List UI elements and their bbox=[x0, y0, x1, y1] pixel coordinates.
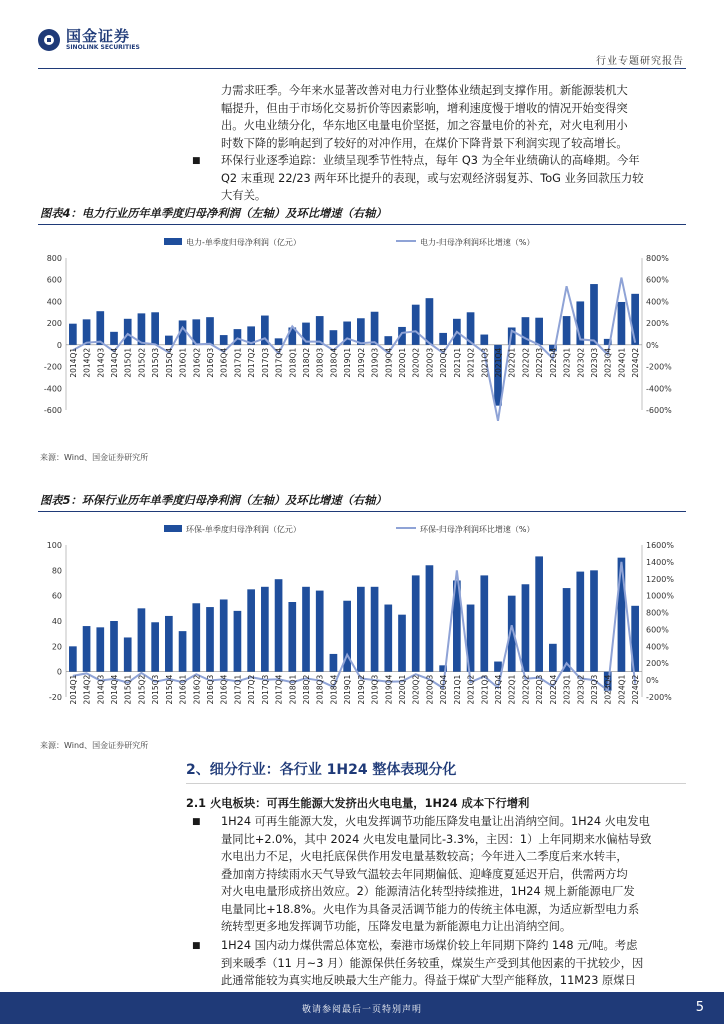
legend-bar-label: 环保-单季度归母净利润（亿元） bbox=[186, 525, 301, 534]
y-left-tick-label: -600 bbox=[43, 406, 62, 415]
x-tick-label: 2020Q4 bbox=[439, 347, 449, 378]
y-right-tick-label: 800% bbox=[646, 254, 669, 263]
y-right-tick-label: 1000% bbox=[646, 591, 674, 601]
bar-mark bbox=[563, 316, 571, 345]
x-tick-label: 2023Q3 bbox=[590, 347, 599, 378]
x-tick-label: 2022Q1 bbox=[507, 674, 517, 705]
footer-disclaimer: 敬请参阅最后一页特别声明 bbox=[301, 1005, 422, 1015]
y-right-tick-label: 600% bbox=[646, 625, 669, 635]
x-tick-label: 2018Q3 bbox=[315, 347, 325, 378]
x-tick-label: 2020Q2 bbox=[411, 347, 421, 378]
x-tick-label: 2019Q3 bbox=[370, 347, 380, 378]
x-tick-label: 2015Q3 bbox=[151, 674, 161, 705]
x-tick-label: 2017Q2 bbox=[247, 674, 257, 705]
text-line: 1H24 可再生能源大发，火电发挥调节功能压降发电量让出消纳空间。1H24 火电发电 bbox=[221, 815, 650, 828]
y-left-tick-label: 100 bbox=[46, 541, 62, 550]
x-tick-label: 2017Q3 bbox=[260, 674, 270, 705]
bar-mark bbox=[631, 294, 639, 345]
x-tick-label: 2022Q2 bbox=[521, 674, 531, 705]
x-tick-label: 2022Q2 bbox=[521, 347, 531, 378]
subsection-title: 2.1 火电板块：可再生能源大发挤出火电电量，1H24 成本下行增利 bbox=[186, 797, 530, 810]
bar-mark bbox=[83, 319, 91, 345]
x-tick-label: 2017Q4 bbox=[274, 674, 284, 705]
report-type: 行业专题研究报告 bbox=[596, 56, 684, 67]
text-line: 1H24 国内动力煤供需总体宽松，秦港市场煤价较上年同期下降约 148 元/吨。考虑 bbox=[221, 939, 638, 952]
bar-mark bbox=[206, 607, 214, 672]
x-tick-label: 2015Q2 bbox=[137, 674, 147, 705]
x-tick-label: 2014Q3 bbox=[96, 347, 106, 378]
bar-mark bbox=[138, 608, 146, 671]
bar-mark bbox=[330, 654, 338, 672]
x-tick-label: 2019Q2 bbox=[356, 347, 366, 378]
bar-mark bbox=[165, 616, 173, 672]
y-right-tick-label: -600% bbox=[646, 406, 672, 415]
power-profit-chart bbox=[36, 228, 688, 450]
figure4-rule bbox=[38, 224, 686, 225]
x-tick-label: 2021Q4 bbox=[494, 347, 503, 378]
y-right-tick-label: 400% bbox=[646, 297, 669, 307]
x-tick-label: 2023Q1 bbox=[562, 674, 572, 705]
x-tick-label: 2023Q2 bbox=[576, 347, 586, 378]
y-left-tick-label: 0 bbox=[56, 667, 62, 677]
figure4-title: 图表4：电力行业历年单季度归母净利润（左轴）及环比增速（右轴） bbox=[40, 207, 387, 220]
x-tick-label: 2020Q1 bbox=[398, 347, 407, 378]
x-tick-label: 2019Q1 bbox=[343, 674, 353, 705]
y-left-tick-label: -200 bbox=[43, 362, 62, 372]
bar-mark bbox=[247, 589, 255, 671]
bar-mark bbox=[192, 603, 200, 671]
x-tick-label: 2018Q3 bbox=[315, 674, 325, 705]
x-tick-label: 2023Q1 bbox=[562, 347, 572, 378]
intro-paragraph bbox=[221, 82, 691, 152]
bullet-square-icon: ■ bbox=[192, 817, 201, 827]
y-left-tick-label: 600 bbox=[46, 275, 62, 285]
y-right-tick-label: 1600% bbox=[646, 541, 674, 550]
y-right-tick-label: 200% bbox=[646, 319, 669, 329]
x-tick-label: 2016Q2 bbox=[192, 674, 202, 705]
bar-mark bbox=[535, 556, 543, 671]
y-right-tick-label: 0% bbox=[646, 676, 659, 686]
bar-mark bbox=[576, 572, 584, 672]
bar-mark bbox=[302, 587, 310, 672]
company-logo bbox=[38, 28, 140, 52]
x-tick-label: 2021Q2 bbox=[466, 674, 476, 705]
x-tick-label: 2016Q1 bbox=[178, 347, 188, 378]
x-tick-label: 2016Q3 bbox=[206, 674, 215, 705]
y-right-tick-label: 800% bbox=[646, 608, 669, 618]
bullet-square-icon: ■ bbox=[192, 941, 201, 951]
header-divider bbox=[38, 68, 686, 69]
text-line: 幅提升，但由于市场化交易折价等因素影响，增利速度慢于增收的情况开始变得突 bbox=[221, 101, 628, 115]
text-line: Q2 末重现 22/23 两年环比提升的表现，或与宏观经济弱复苏、ToG 业务回款压力较 bbox=[221, 171, 644, 185]
bar-mark bbox=[384, 605, 392, 672]
bar-mark bbox=[206, 317, 214, 345]
figure5-source: 来源：Wind、国金证券研究所 bbox=[40, 741, 149, 750]
x-tick-label: 2021Q3 bbox=[480, 674, 490, 705]
x-tick-label: 2022Q4 bbox=[548, 347, 558, 378]
text-line: 时数下降的影响起到了较好的对冲作用，在煤价下降背景下利润实现了较高增长。 bbox=[221, 136, 628, 150]
bar-mark bbox=[494, 662, 502, 672]
x-tick-label: 2021Q1 bbox=[452, 674, 462, 705]
x-tick-label: 2014Q1 bbox=[68, 347, 78, 378]
x-tick-label: 2021Q1 bbox=[452, 347, 462, 378]
legend-line-label: 环保-归母净利润环比增速（%） bbox=[420, 525, 535, 534]
text-line: 环保行业逐季追踪：业绩呈现季节性特点，每年 Q3 为全年业绩确认的高峰期。今年 bbox=[221, 154, 640, 167]
x-tick-label: 2023Q4 bbox=[603, 347, 613, 378]
bar-mark bbox=[275, 338, 283, 345]
x-tick-label: 2022Q3 bbox=[535, 347, 545, 378]
x-tick-label: 2024Q1 bbox=[617, 674, 627, 705]
bar-mark bbox=[220, 335, 228, 345]
y-left-tick-label: 800 bbox=[46, 254, 62, 263]
x-tick-label: 2023Q3 bbox=[590, 674, 599, 705]
x-tick-label: 2021Q4 bbox=[494, 674, 503, 705]
y-right-tick-label: 0% bbox=[646, 340, 659, 350]
bar-mark bbox=[96, 311, 104, 345]
x-tick-label: 2020Q2 bbox=[411, 674, 421, 705]
bar-mark bbox=[69, 324, 77, 345]
x-tick-label: 2020Q1 bbox=[398, 674, 407, 705]
x-tick-label: 2019Q4 bbox=[384, 347, 394, 378]
bar-mark bbox=[563, 588, 571, 672]
x-tick-label: 2017Q1 bbox=[233, 347, 243, 378]
section-title: 2、细分行业：各行业 1H24 整体表现分化 bbox=[186, 762, 457, 778]
bar-mark bbox=[384, 336, 392, 345]
legend-bar-swatch bbox=[164, 238, 182, 245]
text-line: 对火电电量形成挤出效应。2）能源清洁化转型持续推进，1H24 规上新能源电厂发 bbox=[221, 885, 635, 898]
x-tick-label: 2017Q1 bbox=[233, 674, 243, 705]
x-tick-label: 2020Q4 bbox=[439, 674, 449, 705]
text-line: 电量同比+18.8%。火电作为具备灵活调节能力的传统主体电源，为适应新型电力系 bbox=[221, 902, 640, 916]
bar-mark bbox=[590, 570, 598, 671]
legend-bar-label: 电力-单季度归母净利润（亿元） bbox=[186, 238, 301, 247]
y-left-tick-label: 400 bbox=[46, 297, 62, 307]
bar-mark bbox=[275, 579, 283, 671]
bar-mark bbox=[110, 332, 118, 345]
y-right-tick-label: 200% bbox=[646, 659, 669, 669]
y-left-tick-label: 200 bbox=[46, 319, 62, 329]
bar-mark bbox=[234, 329, 242, 345]
page-footer bbox=[0, 992, 724, 1024]
bullet-square-icon: ■ bbox=[192, 156, 201, 166]
x-tick-label: 2015Q2 bbox=[137, 347, 147, 378]
text-line: 叠加南方持续雨水天气导致气温较去年同期偏低、迎峰度夏延迟开启，供需两方均 bbox=[221, 867, 628, 881]
bar-mark bbox=[165, 336, 173, 345]
x-tick-label: 2014Q3 bbox=[96, 674, 106, 705]
text-line: 力需求旺季。今年来水显著改善对电力行业整体业绩起到支撑作用。新能源装机大 bbox=[221, 84, 628, 97]
bar-mark bbox=[220, 599, 228, 671]
x-tick-label: 2017Q4 bbox=[274, 347, 284, 378]
bar-mark bbox=[426, 298, 434, 345]
y-left-tick-label: 0 bbox=[56, 340, 62, 350]
x-tick-label: 2018Q4 bbox=[329, 347, 339, 378]
bar-mark bbox=[316, 591, 324, 672]
legend-bar-swatch bbox=[164, 525, 182, 532]
x-tick-label: 2018Q2 bbox=[302, 674, 311, 705]
bar-mark bbox=[83, 626, 91, 672]
x-tick-label: 2014Q4 bbox=[110, 347, 119, 378]
x-tick-label: 2016Q4 bbox=[219, 674, 229, 705]
x-tick-label: 2014Q2 bbox=[82, 674, 92, 705]
bar-mark bbox=[288, 602, 296, 672]
x-tick-label: 2020Q3 bbox=[425, 347, 435, 378]
bar-mark bbox=[151, 622, 159, 671]
x-tick-label: 2024Q2 bbox=[631, 347, 641, 378]
x-tick-label: 2018Q4 bbox=[329, 674, 339, 705]
bar-mark bbox=[234, 611, 242, 672]
y-left-tick-label: 40 bbox=[51, 617, 62, 626]
y-right-tick-label: -400% bbox=[646, 384, 672, 394]
y-right-tick-label: 1400% bbox=[646, 557, 674, 567]
x-tick-label: 2016Q3 bbox=[206, 347, 215, 378]
bar-mark bbox=[426, 565, 434, 671]
bar-mark bbox=[398, 615, 406, 672]
bar-mark bbox=[357, 587, 365, 672]
x-tick-label: 2022Q3 bbox=[535, 674, 545, 705]
figure5-title: 图表5：环保行业历年单季度归母净利润（左轴）及环比增速（右轴） bbox=[40, 494, 387, 507]
y-right-tick-label: 400% bbox=[646, 642, 669, 652]
bar-mark bbox=[316, 316, 324, 345]
x-tick-label: 2024Q1 bbox=[617, 347, 627, 378]
bar-mark bbox=[371, 312, 379, 345]
y-left-tick-label: 20 bbox=[51, 642, 62, 652]
x-tick-label: 2024Q2 bbox=[631, 674, 641, 705]
bar-mark bbox=[535, 318, 543, 345]
x-tick-label: 2018Q1 bbox=[288, 347, 298, 378]
bar-mark bbox=[110, 621, 118, 672]
y-right-tick-label: -200% bbox=[646, 693, 672, 702]
x-tick-label: 2019Q2 bbox=[356, 674, 366, 705]
section-divider bbox=[186, 783, 686, 784]
bar-mark bbox=[412, 305, 420, 345]
x-tick-label: 2018Q1 bbox=[288, 674, 298, 705]
x-tick-label: 2021Q2 bbox=[466, 347, 476, 378]
x-tick-label: 2022Q4 bbox=[548, 674, 558, 705]
bar-mark bbox=[261, 587, 269, 672]
bar-mark bbox=[412, 575, 420, 671]
figure5-rule bbox=[38, 511, 686, 512]
bar-mark bbox=[96, 627, 104, 671]
x-tick-label: 2017Q3 bbox=[260, 347, 270, 378]
text-line: 水电出力不足，火电托底保供作用发电量基数较高；今年进入二季度后来水转丰， bbox=[221, 850, 628, 863]
bar-mark bbox=[618, 558, 626, 672]
x-tick-label: 2014Q2 bbox=[82, 347, 92, 378]
x-tick-label: 2016Q4 bbox=[219, 347, 229, 378]
y-left-tick-label: 80 bbox=[51, 566, 62, 576]
bar-mark bbox=[124, 637, 132, 671]
x-tick-label: 2023Q2 bbox=[576, 674, 586, 705]
legend-line-label: 电力-归母净利润环比增速（%） bbox=[420, 238, 535, 247]
bar-mark bbox=[480, 335, 488, 345]
y-left-tick-label: 60 bbox=[51, 591, 62, 601]
y-right-tick-label: 600% bbox=[646, 275, 669, 285]
logo-emblem-icon bbox=[38, 29, 60, 51]
text-line: 到来暖季（11 月~3 月）能源保供任务较重，煤炭生产受到其他因素的干扰较少，因 bbox=[221, 956, 644, 970]
y-right-tick-label: -200% bbox=[646, 362, 672, 372]
bar-mark bbox=[480, 575, 488, 671]
y-left-tick-label: -400 bbox=[43, 384, 62, 394]
x-tick-label: 2019Q4 bbox=[384, 674, 394, 705]
x-tick-label: 2022Q1 bbox=[507, 347, 517, 378]
x-tick-label: 2015Q1 bbox=[123, 347, 133, 378]
bar-mark bbox=[179, 631, 187, 672]
env-profit-chart bbox=[36, 515, 688, 737]
bar-mark bbox=[439, 333, 447, 345]
bar-mark bbox=[357, 318, 365, 345]
x-tick-label: 2015Q4 bbox=[164, 347, 174, 378]
bar-mark bbox=[549, 644, 557, 672]
bar-mark bbox=[69, 646, 77, 671]
bar-mark bbox=[618, 302, 626, 345]
bar-mark bbox=[124, 319, 132, 345]
x-tick-label: 2017Q2 bbox=[247, 347, 257, 378]
bar-mark bbox=[590, 284, 598, 345]
text-line: 大有关。 bbox=[221, 189, 267, 202]
x-tick-label: 2015Q3 bbox=[151, 347, 161, 378]
y-right-tick-label: 1200% bbox=[646, 574, 674, 584]
figure4-source: 来源：Wind、国金证券研究所 bbox=[40, 453, 149, 462]
bullet-paragraph bbox=[221, 152, 691, 205]
logo-name-en: SINOLINK SECURITIES bbox=[66, 44, 140, 51]
x-tick-label: 2019Q3 bbox=[370, 674, 380, 705]
page-number: 5 bbox=[695, 1000, 704, 1015]
x-tick-label: 2014Q1 bbox=[68, 674, 78, 705]
x-tick-label: 2015Q4 bbox=[164, 674, 174, 705]
x-tick-label: 2018Q2 bbox=[302, 347, 311, 378]
body-paragraph-1 bbox=[221, 813, 691, 936]
bar-mark bbox=[522, 584, 530, 671]
x-tick-label: 2015Q1 bbox=[123, 674, 133, 705]
x-tick-label: 2021Q3 bbox=[480, 347, 490, 378]
x-tick-label: 2020Q3 bbox=[425, 674, 435, 705]
y-left-tick-label: -20 bbox=[48, 693, 62, 702]
text-line: 量同比+2.0%，其中 2024 火电发电量同比-3.3%，主因：1）上年同期来水偏枯导致 bbox=[221, 832, 652, 846]
x-tick-label: 2023Q4 bbox=[603, 674, 613, 705]
logo-name-cn: 国金证券 bbox=[66, 27, 131, 45]
x-tick-label: 2014Q4 bbox=[110, 674, 119, 705]
body-paragraph-2 bbox=[221, 937, 691, 990]
bar-mark bbox=[371, 587, 379, 672]
text-line: 此通常能较为真实地反映最大生产能力。得益于煤矿大型产能释放，11M23 原煤日 bbox=[221, 974, 636, 987]
bar-mark bbox=[151, 312, 159, 345]
x-tick-label: 2016Q2 bbox=[192, 347, 202, 378]
x-tick-label: 2019Q1 bbox=[343, 347, 353, 378]
bar-mark bbox=[330, 330, 338, 345]
text-line: 出。火电业绩分化，华东地区电量电价坚挺，加之容量电价的补充，对火电利用小 bbox=[221, 119, 628, 132]
text-line: 统转型更多地发挥调节功能，压降发电量为新能源电力让出消纳空间。 bbox=[221, 920, 572, 933]
x-tick-label: 2016Q1 bbox=[178, 674, 188, 705]
